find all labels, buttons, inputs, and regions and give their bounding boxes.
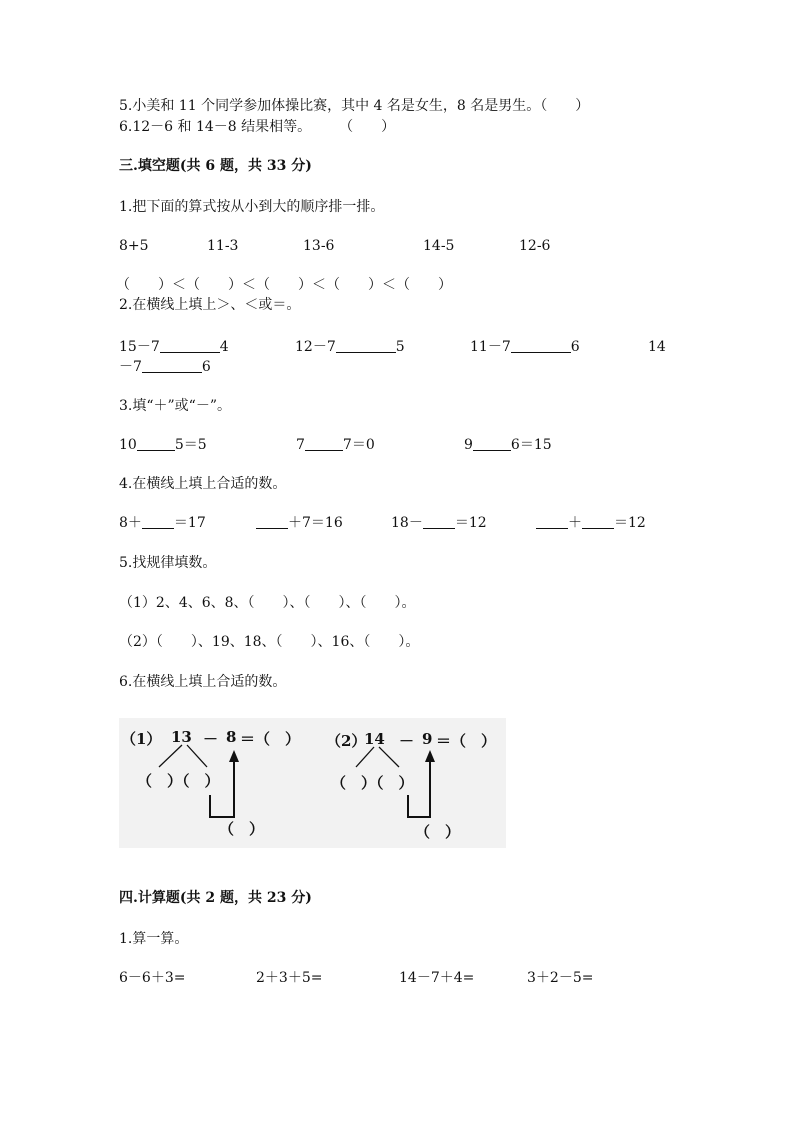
answer-blank[interactable] [160,338,220,353]
compare-left: 15－7 [119,339,160,355]
number-post: ＝12 [454,515,487,531]
compare-item-3 [470,337,580,357]
sign-left: 9 [464,437,473,453]
problem-2-operator: － [399,732,415,750]
compare-item-4-head: 14 [648,339,666,355]
fill-q6-stem: 6.在横线上填上合适的数。 [119,674,287,690]
compare-right: 6 [570,339,580,355]
expr-5: 12-6 [519,238,551,254]
problem-1-label: （1） [121,730,162,748]
sign-right: 5＝5 [174,437,207,453]
problem-1-bottom: （ ） [219,820,265,838]
compare-left: －7 [119,359,142,375]
fill-q3-stem: 3.填“＋”或“－”。 [119,398,231,414]
sign-item-3 [464,435,552,455]
problem-1-subtrahend: 8 [226,728,237,746]
number-pre: 8＋ [119,515,142,531]
pattern-row-2: （2）（ ）、19、18、（ ）、16、（ ）。 [119,634,420,650]
compare-left: 11－7 [470,339,511,355]
problem-2-minuend: 14 [364,730,385,748]
sign-right: 7＝0 [342,437,375,453]
problem-1-minuend: 13 [171,728,192,746]
number-item-3 [391,513,487,533]
compare-left: 12－7 [295,339,336,355]
answer-blank[interactable] [582,514,614,529]
problem-1-operator: － [203,730,219,748]
number-mid: ＋ [568,515,582,531]
number-post: ＋7＝16 [288,515,343,531]
answer-blank[interactable] [142,358,202,373]
number-item-1 [119,513,206,533]
calc-q1-stem: 1.算一算。 [119,931,189,947]
problem-2-subtrahend: 9 [422,730,433,748]
answer-blank[interactable] [256,514,288,529]
number-post: ＝17 [173,515,206,531]
answer-blank[interactable] [536,514,568,529]
answer-blank[interactable] [423,514,455,529]
problem-1-split: （ ）（ ） [137,772,220,790]
problem-2-split: （ ）（ ） [331,774,414,792]
fill-q2-stem: 2.在横线上填上＞、＜或＝。 [119,297,301,313]
calc-item-4: 3＋2－5= [527,970,594,986]
compare-item-4-tail [119,357,211,377]
fill-q1-stem: 1.把下面的算式按从小到大的顺序排一排。 [119,199,385,215]
fill-q5-stem: 5.找规律填数。 [119,555,217,571]
sign-right: 6＝15 [510,437,552,453]
number-pre: 18－ [391,515,423,531]
answer-blank[interactable] [473,436,511,451]
judge-question-5: 5.小美和 11 个同学参加体操比赛，其中 4 名是女生，8 名是男生。（ ） [119,98,590,114]
answer-blank[interactable] [336,338,396,353]
answer-blank[interactable] [511,338,571,353]
answer-blank[interactable] [305,436,343,451]
number-item-4 [536,513,646,533]
number-post: ＝12 [614,515,646,531]
calc-item-2: 2＋3＋5= [256,970,323,986]
compare-item-2 [295,337,405,357]
expr-2: 11-3 [207,238,239,254]
calc-item-3: 14－7＋4= [399,970,475,986]
calc-item-1: 6－6＋3= [119,970,186,986]
sign-item-1 [119,435,207,455]
pattern-row-1: （1）2、4、6、8、（ ）、（ ）、（ ）。 [119,595,416,611]
compare-right: 4 [219,339,229,355]
compare-right: 6 [201,359,211,375]
compare-item-1 [119,337,229,357]
judge-question-6: 6.12－6 和 14－8 结果相等。 （ ） [119,119,396,135]
expr-3: 13-6 [303,238,335,254]
sign-left: 10 [119,437,137,453]
sign-item-2 [296,435,375,455]
problem-2-label: （2） [326,732,367,750]
problem-2-bottom: （ ） [415,823,461,841]
problem-1-result: ＝（ ） [240,730,301,748]
decomposition-figure [119,718,506,848]
section-title-fill-in: 三.填空题(共 6 题，共 33 分) [119,158,312,174]
fill-q4-stem: 4.在横线上填上合适的数。 [119,476,287,492]
expr-4: 14-5 [423,238,455,254]
order-row: （ ）＜（ ）＜（ ）＜（ ）＜（ ） [116,277,452,293]
expr-1: 8+5 [119,238,149,254]
number-item-2 [256,513,343,533]
compare-right: 5 [395,339,405,355]
section-title-calculation: 四.计算题(共 2 题，共 23 分) [119,890,312,906]
sign-left: 7 [296,437,305,453]
problem-2-result: ＝（ ） [436,732,497,750]
answer-blank[interactable] [142,514,174,529]
answer-blank[interactable] [137,436,175,451]
